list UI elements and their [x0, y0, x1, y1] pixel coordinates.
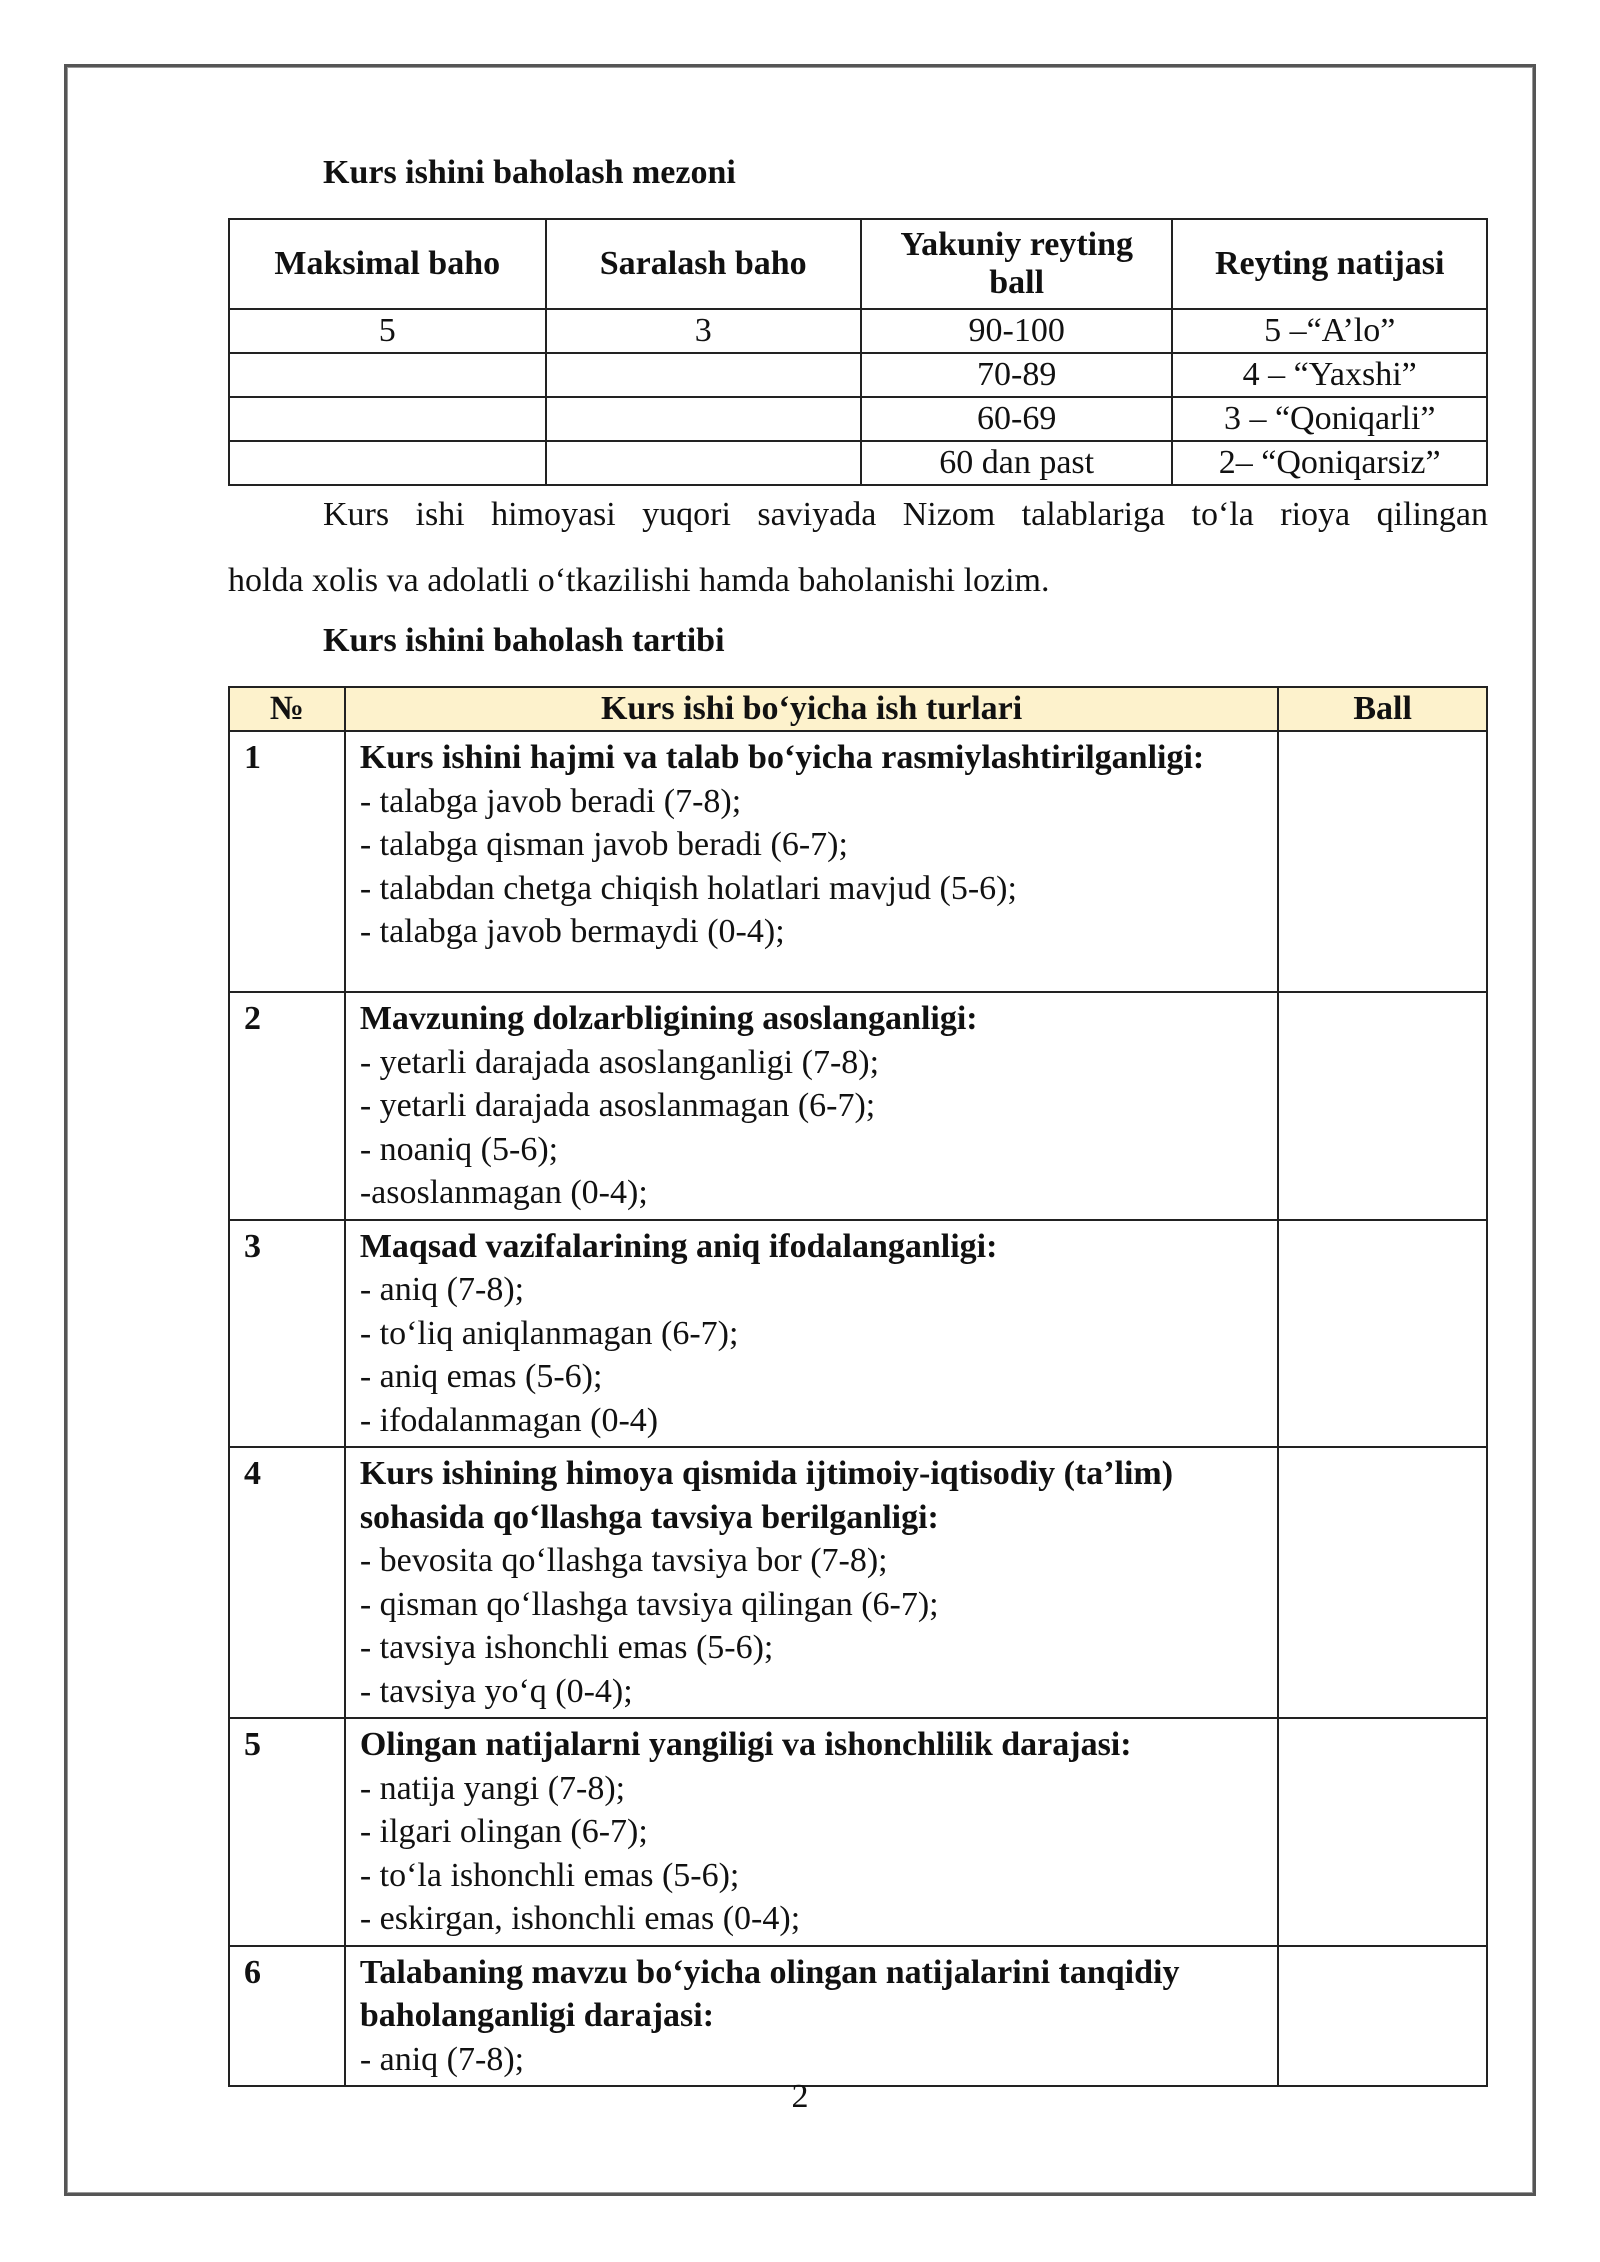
- row-title: Olingan natijalarni yangiligi va ishonchlilik darajasi:: [359, 1726, 1132, 1763]
- list-item: - tavsiya yo‘q (0-4);: [359, 1672, 633, 1710]
- table-cell: 90-100: [861, 309, 1172, 353]
- table-cell: 4 – “Yaxshi”: [1172, 353, 1487, 397]
- table-cell: [229, 397, 546, 441]
- row-description: [345, 731, 1279, 992]
- procedure-heading: Kurs ishini baholash tartibi: [323, 622, 725, 659]
- table-row: [229, 441, 1487, 485]
- table-row: [229, 1220, 1487, 1448]
- procedure-header-row: [229, 687, 1487, 731]
- row-description: [345, 992, 1279, 1220]
- table-cell: [546, 397, 861, 441]
- list-item: - natija yangi (7-8);: [359, 1769, 626, 1807]
- row-number: 6: [229, 1946, 345, 2087]
- paragraph-line-1: Kurs ishi himoyasi yuqori saviyada Nizom talablariga to‘la rioya qilingan: [323, 496, 1488, 533]
- table-cell: 70-89: [861, 353, 1172, 397]
- list-item: - qisman qo‘llashga tavsiya qilingan (6-7);: [359, 1585, 939, 1623]
- table-row: [229, 1946, 1487, 2087]
- table-cell: [229, 441, 546, 485]
- criteria-header-row: [229, 219, 1487, 309]
- list-item: - tavsiya ishonchli emas (5-6);: [359, 1629, 774, 1666]
- row-description: [345, 1220, 1279, 1448]
- paragraph-line-2: holda xolis va adolatli o‘tkazilishi hamda baholanishi lozim.: [228, 562, 1050, 599]
- list-item: - ilgari olingan (6-7);: [359, 1813, 648, 1850]
- list-item: - aniq (7-8);: [359, 1271, 525, 1308]
- row-description: [345, 1718, 1279, 1946]
- header-rating-result: Reyting natijasi: [1172, 219, 1487, 309]
- header-selection-grade: Saralash baho: [546, 219, 861, 309]
- table-row: [229, 397, 1487, 441]
- table-row: [229, 1447, 1487, 1718]
- list-item: - bevosita qo‘llashga tavsiya bor (7-8);: [359, 1542, 888, 1579]
- row-number: 3: [229, 1220, 345, 1448]
- row-description: [345, 1447, 1279, 1718]
- row-title: Kurs ishining himoya qismida ijtimoiy-iqtisodiy (ta’lim) sohasida qo‘llashga tavsiya berilganligi:: [359, 1455, 1174, 1536]
- table-cell: 5 –“A’lo”: [1172, 309, 1487, 353]
- row-title: Maqsad vazifalarining aniq ifodalanganligi:: [359, 1227, 998, 1265]
- list-item: - yetarli darajada asoslanmagan (6-7);: [359, 1087, 876, 1124]
- header-ball: Ball: [1278, 687, 1487, 731]
- table-cell: 60 dan past: [861, 441, 1172, 485]
- row-number: 5: [229, 1718, 345, 1946]
- table-cell: [546, 353, 861, 397]
- criteria-table: [228, 218, 1488, 486]
- ball-cell: [1278, 1946, 1487, 2087]
- ball-cell: [1278, 1220, 1487, 1448]
- ball-cell: [1278, 731, 1487, 992]
- ball-cell: [1278, 1718, 1487, 1946]
- row-title: Mavzuning dolzarbligining asoslanganligi:: [359, 1000, 978, 1037]
- list-item: - aniq (7-8);: [359, 2040, 525, 2078]
- table-cell: 3: [546, 309, 861, 353]
- list-item: - yetarli darajada asoslanganligi (7-8);: [359, 1043, 880, 1081]
- table-cell: 60-69: [861, 397, 1172, 441]
- list-item: - to‘liq aniqlanmagan (6-7);: [359, 1314, 739, 1352]
- table-cell: 3 – “Qoniqarli”: [1172, 397, 1487, 441]
- header-max-grade: Maksimal baho: [229, 219, 546, 309]
- table-row: [229, 309, 1487, 353]
- body-paragraph-cont: [228, 548, 1488, 614]
- table-cell: [546, 441, 861, 485]
- list-item: - ifodalanmagan (0-4): [359, 1401, 659, 1439]
- procedure-table: [228, 686, 1488, 2087]
- list-item: - talabga javob beradi (7-8);: [359, 782, 742, 820]
- list-item: - talabga javob bermaydi (0-4);: [359, 913, 785, 950]
- table-row: [229, 731, 1487, 992]
- table-cell: 5: [229, 309, 546, 353]
- row-title: Kurs ishini hajmi va talab bo‘yicha rasmiylashtirilganligi:: [359, 739, 1205, 776]
- list-item: - talabga qisman javob beradi (6-7);: [359, 826, 848, 863]
- list-item: -asoslanmagan (0-4);: [359, 1174, 648, 1211]
- table-row: [229, 992, 1487, 1220]
- body-paragraph: [228, 482, 1488, 548]
- list-item: - talabdan chetga chiqish holatlari mavjud (5-6);: [359, 869, 1017, 907]
- header-number: №: [229, 687, 345, 731]
- criteria-heading: Kurs ishini baholash mezoni: [323, 154, 736, 191]
- list-item: - to‘la ishonchli emas (5-6);: [359, 1856, 740, 1894]
- page-number: 2: [791, 2078, 809, 2115]
- list-item: - eskirgan, ishonchli emas (0-4);: [359, 1900, 801, 1937]
- list-item: - noaniq (5-6);: [359, 1130, 559, 1168]
- row-title: Talabaning mavzu bo‘yicha olingan natijalarini tanqidiy baholanganligi darajasi:: [359, 1953, 1180, 2034]
- ball-cell: [1278, 992, 1487, 1220]
- header-work-types: Kurs ishi bo‘yicha ish turlari: [345, 687, 1279, 731]
- row-number: 1: [229, 731, 345, 992]
- list-item: - aniq emas (5-6);: [359, 1358, 603, 1395]
- row-description: [345, 1946, 1279, 2087]
- table-cell: [229, 353, 546, 397]
- table-row: [229, 353, 1487, 397]
- row-number: 2: [229, 992, 345, 1220]
- ball-cell: [1278, 1447, 1487, 1718]
- header-final-rating: Yakuniy reyting ball: [861, 219, 1172, 309]
- row-number: 4: [229, 1447, 345, 1718]
- table-cell: 2– “Qoniqarsiz”: [1172, 441, 1487, 485]
- table-row: [229, 1718, 1487, 1946]
